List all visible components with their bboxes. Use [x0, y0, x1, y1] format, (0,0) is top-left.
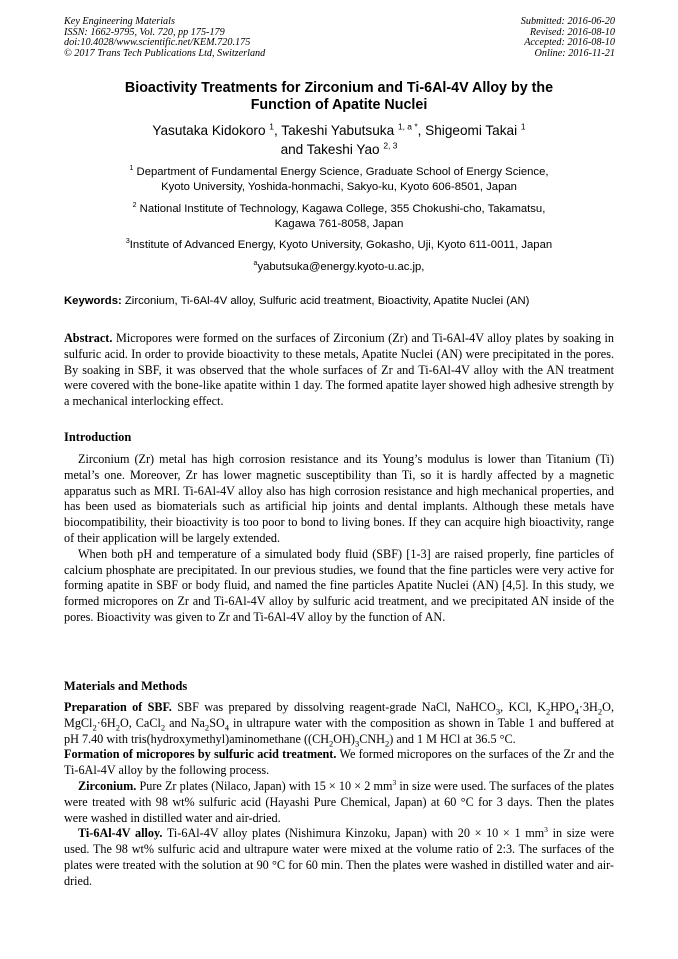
revised-date: Revised: 2016-08-10 — [529, 26, 615, 38]
paragraph-ti-alloy: Ti-6Al-4V alloy. Ti-6Al-4V alloy plates (Nishimura Kinzoku, Japan) with 20 × 10 × 1 $mm^3$ in size were used. The 98 wt% sulfuric acid and ultrapure water were mixed at the volume ratio of 2:3. The surfaces of the plates were treated with the solution at 90 °C for 60 min. Then the plates were washed in distilled water and air-dried. — [64, 825, 615, 888]
author-name: Yasutaka Kidokoro — [152, 123, 266, 138]
keywords-text: Zirconium, Ti-6Al-4V alloy, Sulfuric acid treatment, Bioactivity, Apatite Nuclei (AN) — [124, 295, 530, 307]
paragraph-micropores: Formation of micropores by sulfuric acid treatment. We formed micropores on the surfaces of the Zr and the Ti-6Al-4V alloy by the following process. — [64, 747, 614, 778]
sbf-label: Preparation of SBF. — [64, 700, 172, 714]
affiliation-3 — [64, 238, 614, 253]
abstract — [64, 331, 614, 410]
methods-body — [64, 700, 614, 890]
affiliation-1 — [64, 165, 614, 196]
author-name: Shigeomi Takai — [425, 123, 518, 138]
affiliation-2 — [64, 202, 614, 233]
title-line: Function of Apatite Nuclei — [250, 97, 428, 113]
affil-text: Kagawa 761-8058, Japan — [274, 218, 404, 231]
ti-alloy-label: Ti-6Al-4V alloy. — [78, 826, 163, 841]
keywords — [64, 294, 614, 309]
accepted-date: Accepted: 2016-08-10 — [524, 37, 615, 49]
abstract-label: Abstract. — [64, 331, 113, 345]
section-heading-methods: Materials and Methods — [64, 679, 188, 693]
paragraph-zirconium: Zirconium. Pure Zr plates (Nilaco, Japan) with 15 × 10 × 2 $mm^3$ in size were used. The surfaces of the plates were treated with 98 wt% sulfuric acid (Hayashi Pure Chemical, Japan) at 60 °C for 3 days. Then the plates were washed in distilled water and air-dried. — [64, 777, 615, 825]
date-info — [521, 17, 615, 59]
affil-mark: 1 — [129, 165, 134, 173]
affil-mark: 2 — [132, 202, 137, 210]
author-name: Takeshi Yabutsuka — [281, 123, 395, 138]
introduction-body — [64, 452, 614, 626]
affil-text: National Institute of Technology, Kagawa College, 355 Chokushi-cho, Takamatsu, — [139, 203, 546, 215]
corresponding-email — [64, 260, 614, 275]
affil-text: Department of Fundamental Energy Science, Graduate School of Energy Science, — [136, 166, 549, 178]
copyright-line: © 2017 Trans Tech Publications Ltd, Switzerland — [64, 47, 266, 59]
author-conjunction: and — [280, 142, 304, 157]
author-affil-mark: 1 — [520, 121, 526, 132]
affil-text: Institute of Advanced Energy, Kyoto University, Gokasho, Uji, Kyoto 611-0011, Japan — [129, 239, 553, 251]
email-mark: a — [253, 260, 258, 268]
zirconium-label: Zirconium. — [78, 778, 137, 793]
paragraph-sbf: Preparation of SBF. SBF was prepared by dissolving reagent-grade NaCl, NaHCO$_3$, KCl, $K_2HPO_4\cdot 3H_2O$, $MgCl_2\cdot 6H_2O$, CaCl$_2$ and $Na_2SO_4$ in ultrapure water with the composition as shown in Table 1 and buffered at pH 7.40 with tris(hydroxymethyl)aminomethane $((CH_2OH)_3CNH_2)$ and 1 M HCl at 36.5 °C. — [64, 700, 614, 749]
paragraph: When both pH and temperature of a simulated body fluid (SBF) [1-3] are raised properly, fine particles of calcium phosphate are precipitated. In our previous studies, we found that the fine particles were very active for forming apatite in SBF or body fluid, and named the fine particles Apatite Nuclei (AN) [4,5]. In this study, we formed micropores on Zr and Ti-6Al-4V alloy by sulfuric acid treatment, and we precipitated AN inside of the pores. Bioactivity was given to Zr and Ti-6Al-4V alloy by the function of AN. — [64, 546, 614, 624]
paper-title — [64, 80, 614, 114]
journal-name: Key Engineering Materials — [64, 16, 175, 27]
author-affil-mark: 1 — [269, 121, 274, 132]
email-address: yabutsuka@energy.kyoto-u.ac.jp, — [257, 261, 425, 273]
doi-line: doi:10.4028/www.scientific.net/KEM.720.175 — [64, 37, 251, 49]
author-affil-mark: 1, a * — [397, 121, 418, 132]
keywords-label: Keywords: — [64, 295, 122, 307]
author-affil-mark: 2, 3 — [383, 140, 398, 151]
issn-line: ISSN: 1662-9795, Vol. 720, pp 175-179 — [64, 26, 225, 38]
author-list: Yasutaka Kidokoro $^1$, Takeshi Yabutsuka $^{1, a *}$, Shigeomi Takai $^1$ and Takeshi Yao $^{2, 3}$ — [152, 121, 526, 157]
title-line: Bioactivity Treatments for Zirconium and Ti-6Al-4V Alloy by the — [124, 80, 554, 96]
author-name: Takeshi Yao — [306, 142, 380, 157]
abstract-text: Micropores were formed on the surfaces of Zirconium (Zr) and Ti-6Al-4V alloy plates by soaking in sulfuric acid. In order to provide bioactivity to these metals, Apatite Nuclei (AN) were precipitated in the pores. By soaking in SBF, it was observed that the whole surfaces of Zr and Ti-6Al-4V alloy with the AN treatment were covered with the bone-like apatite within 1 day. The formed apatite layer showed high adhesive strength by a mechanical interlocking effect. — [64, 331, 614, 409]
affil-mark: 3 — [125, 238, 130, 246]
micropores-label: Formation of micropores by sulfuric acid treatment. — [64, 747, 337, 762]
online-date: Online: 2016-11-21 — [534, 47, 615, 59]
section-heading-introduction: Introduction — [64, 430, 132, 444]
submitted-date: Submitted: 2016-06-20 — [520, 16, 615, 27]
journal-info — [64, 17, 265, 59]
paragraph: Zirconium (Zr) metal has high corrosion resistance and its Young’s modulus is lower than Titanium (Ti) metal’s one. Moreover, Zr has lower magnetic susceptibility than Ti, so it is hardly affected by a magnetic apparatus such as MRI. Ti-6Al-4V alloy also has high corrosion resistance and high mechanical properties, and has been used as biomaterials such as artificial hip joints and dental implants. Although these metals have biocompatibility, their bioactivity is too poor to bond to living bones. If they can acquire high bioactivity, range of their application will be largely extended. — [64, 452, 614, 545]
affil-text: Kyoto University, Yoshida-honmachi, Sakyo-ku, Kyoto 606-8501, Japan — [161, 181, 517, 194]
